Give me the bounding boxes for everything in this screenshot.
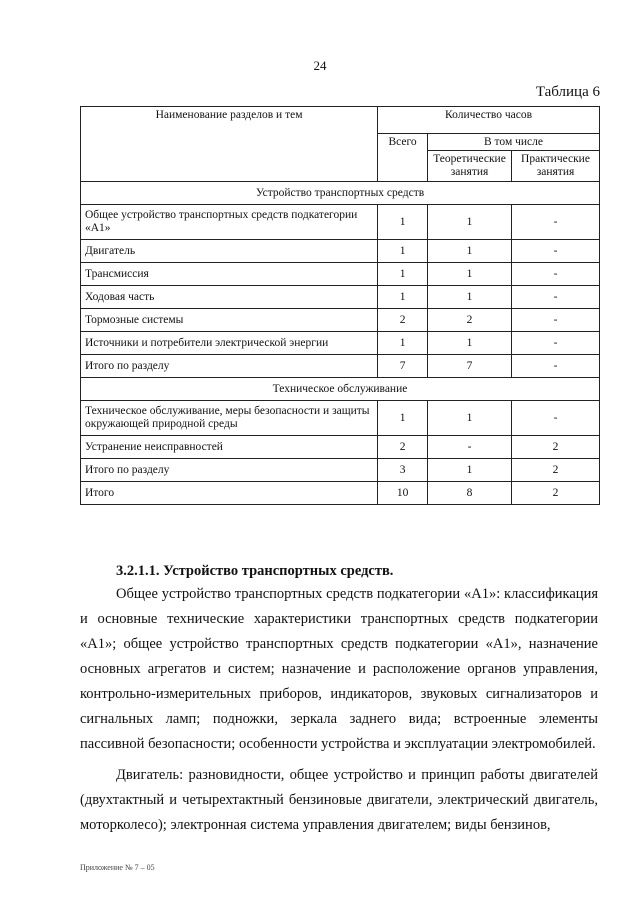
- row-name: Источники и потребители электрической энергии: [81, 332, 378, 355]
- table-caption: Таблица 6: [535, 84, 600, 100]
- row-practice: 2: [512, 436, 600, 459]
- section-heading: 3.2.1.1. Устройство транспортных средств.: [116, 563, 394, 579]
- section-title: Техническое обслуживание: [81, 378, 600, 401]
- row-theory: 1: [428, 240, 512, 263]
- row-total: 2: [378, 436, 428, 459]
- table-row: [81, 263, 600, 286]
- page-number: 24: [313, 58, 327, 73]
- row-theory: 7: [428, 355, 512, 378]
- row-total: 1: [378, 263, 428, 286]
- section-row: [81, 378, 600, 401]
- row-name: Общее устройство транспортных средств подкатегории «А1»: [81, 205, 378, 240]
- row-theory: 1: [428, 205, 512, 240]
- row-theory: -: [428, 436, 512, 459]
- table-row: [81, 436, 600, 459]
- row-theory: 1: [428, 263, 512, 286]
- row-theory: 8: [428, 482, 512, 505]
- section-row: [81, 182, 600, 205]
- footer-note: Приложение № 7 – 05: [80, 863, 155, 872]
- row-name: Итого: [81, 482, 378, 505]
- header-name: Наименование разделов и тем: [81, 107, 378, 182]
- row-name: Тормозные системы: [81, 309, 378, 332]
- row-practice: -: [512, 309, 600, 332]
- row-total: 1: [378, 401, 428, 436]
- row-name: Ходовая часть: [81, 286, 378, 309]
- table-row: [81, 401, 600, 436]
- header-hours: Количество часов: [378, 107, 600, 134]
- row-name: Итого по разделу: [81, 355, 378, 378]
- row-practice: -: [512, 240, 600, 263]
- row-name: Техническое обслуживание, меры безопасности и защиты окружающей природной среды: [81, 401, 378, 436]
- header-total: Всего: [378, 134, 428, 182]
- header-including: В том числе: [428, 134, 600, 151]
- row-total: 10: [378, 482, 428, 505]
- row-practice: -: [512, 286, 600, 309]
- row-practice: -: [512, 205, 600, 240]
- hours-table: [80, 106, 600, 505]
- table-row: [81, 459, 600, 482]
- table-row: [81, 355, 600, 378]
- row-practice: -: [512, 332, 600, 355]
- row-total: 3: [378, 459, 428, 482]
- row-name: Трансмиссия: [81, 263, 378, 286]
- row-theory: 1: [428, 401, 512, 436]
- table-row: [81, 286, 600, 309]
- header-theory: Теоретические занятия: [428, 151, 512, 182]
- row-theory: 2: [428, 309, 512, 332]
- row-name: Двигатель: [81, 240, 378, 263]
- grand-total-row: [81, 482, 600, 505]
- row-theory: 1: [428, 459, 512, 482]
- row-practice: 2: [512, 482, 600, 505]
- header-practice: Практические занятия: [512, 151, 600, 182]
- row-total: 2: [378, 309, 428, 332]
- table-row: [81, 240, 600, 263]
- section-title: Устройство транспортных средств: [81, 182, 600, 205]
- row-total: 1: [378, 240, 428, 263]
- row-total: 7: [378, 355, 428, 378]
- row-total: 1: [378, 332, 428, 355]
- table-row: [81, 332, 600, 355]
- row-practice: 2: [512, 459, 600, 482]
- row-theory: 1: [428, 286, 512, 309]
- row-name: Итого по разделу: [81, 459, 378, 482]
- row-practice: -: [512, 401, 600, 436]
- row-total: 1: [378, 205, 428, 240]
- row-total: 1: [378, 286, 428, 309]
- table-row: [81, 205, 600, 240]
- row-practice: -: [512, 355, 600, 378]
- row-practice: -: [512, 263, 600, 286]
- paragraph: Двигатель: разновидности, общее устройство и принцип работы двигателей (двухтактный и четырехтактный бензиновые двигатели, электрический двигатель, моторколесо); электронная система управления двигателем; виды бензинов,: [80, 767, 598, 833]
- table-row: [81, 309, 600, 332]
- paragraph: Общее устройство транспортных средств подкатегории «А1»: классификация и основные технические характеристики транспортных средств подкатегории «А1»; общее устройство транспортных средств подкатегории «А1», назначение основных агрегатов и систем; назначение и расположение органов управления, контрольно-измерительных приборов, индикаторов, звуковых сигнализаторов и сигнальных ламп; подножки, зеркала заднего вида; встроенные элементы пассивной безопасности; особенности устройства и эксплуатации электромобилей.: [80, 586, 598, 752]
- row-name: Устранение неисправностей: [81, 436, 378, 459]
- row-theory: 1: [428, 332, 512, 355]
